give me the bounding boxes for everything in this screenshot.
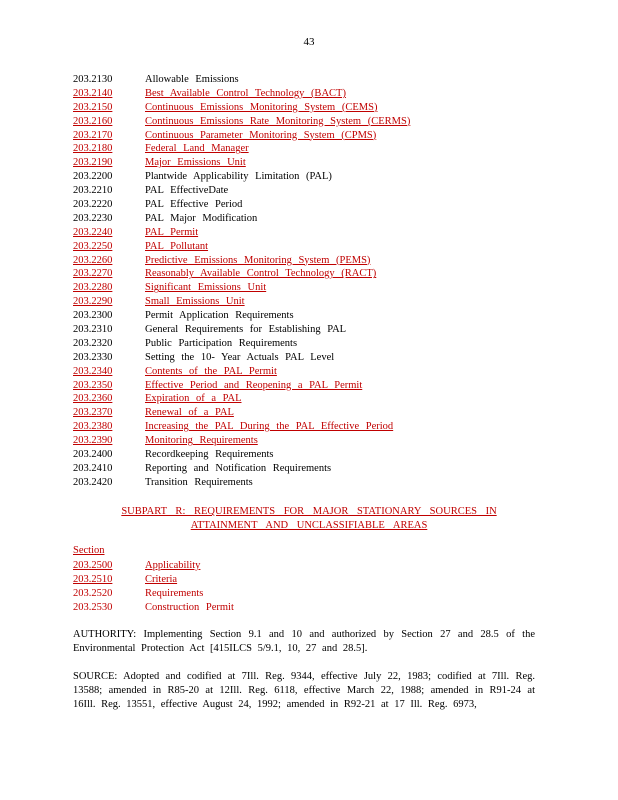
section-title: PAL Pollutant — [145, 240, 209, 252]
section-title: Transition Requirements — [145, 476, 253, 488]
section-title: Continuous Emissions Rate Monitoring System (CERMS) — [145, 115, 411, 127]
section-title: Construction Permit — [145, 601, 234, 613]
section-number: 203.2240 — [73, 226, 113, 238]
section-entry — [73, 462, 553, 476]
section-entry — [73, 379, 553, 393]
section-title: Continuous Emissions Monitoring System (CEMS) — [145, 101, 378, 113]
section-entry — [73, 392, 553, 406]
section-number: 203.2510 — [73, 573, 113, 585]
section-title: PAL Effective Period — [145, 199, 243, 211]
subpart-heading-line-2: ATTAINMENT AND UNCLASSIFIABLE AREAS — [190, 520, 428, 531]
section-entry — [73, 254, 553, 268]
section-title: Effective Period and Reopening a PAL Permit — [145, 379, 363, 391]
section-entry — [73, 129, 553, 143]
section-entry — [73, 184, 553, 198]
section-list — [73, 73, 553, 490]
section-title: Public Participation Requirements — [145, 337, 298, 349]
subpart-heading-line-1: SUBPART R: REQUIREMENTS FOR MAJOR STATIONARY SOURCES IN — [121, 506, 497, 517]
section-number: 203.2220 — [73, 199, 113, 211]
section-entry — [73, 240, 553, 254]
section-entry — [73, 281, 553, 295]
section-number: 203.2190 — [73, 157, 113, 169]
section-number: 203.2150 — [73, 101, 113, 113]
section-entry — [73, 73, 553, 87]
section-title: Significant Emissions Unit — [145, 282, 267, 294]
section-title: Expiration of a PAL — [145, 393, 242, 405]
section-entry — [73, 587, 553, 601]
section-number: 203.2340 — [73, 365, 113, 377]
section-title: Applicability — [145, 560, 201, 571]
section-title: PAL Major Modification — [145, 212, 258, 224]
section-title: Requirements — [145, 587, 204, 599]
section-title: Federal Land Manager — [145, 143, 249, 155]
section-number: 203.2300 — [73, 310, 113, 322]
section-entry — [73, 337, 553, 351]
section-number: 203.2140 — [73, 87, 113, 99]
section-title: PAL Permit — [145, 226, 199, 238]
section-entry — [73, 226, 553, 240]
section-number: 203.2350 — [73, 379, 113, 391]
section-number: 203.2420 — [73, 476, 113, 488]
section-entry — [73, 601, 553, 615]
section-entry — [73, 365, 553, 379]
section-entry — [73, 267, 553, 281]
section-title: Best Available Control Technology (BACT) — [145, 87, 346, 99]
section-title: General Requirements for Establishing PAL — [145, 324, 347, 336]
section-title: Major Emissions Unit — [145, 157, 246, 169]
section-title: Reporting and Notification Requirements — [145, 462, 332, 474]
section-entry — [73, 476, 553, 490]
section-title: Increasing the PAL During the PAL Effective Period — [145, 421, 394, 433]
section-number: 203.2160 — [73, 115, 113, 127]
section-number: 203.2280 — [73, 282, 113, 294]
section-number: 203.2530 — [73, 601, 113, 613]
section-entry — [73, 212, 553, 226]
section-entry — [73, 295, 553, 309]
section-title: Setting the 10- Year Actuals PAL Level — [145, 351, 335, 363]
section-entry — [73, 448, 553, 462]
authority-note: AUTHORITY: Implementing Section 9.1 and 10 and authorized by Section 27 and 28.5 of the Environmental Protection Act [415ILCS 5/9.1, 10, 27 and 28.5]. — [73, 629, 535, 654]
section-title: Predictive Emissions Monitoring System (PEMS) — [145, 254, 371, 266]
section-title: Allowable Emissions — [145, 74, 239, 85]
section-number: 203.2330 — [73, 351, 113, 363]
section-number: 203.2400 — [73, 449, 113, 461]
section-number: 203.2520 — [73, 587, 113, 599]
section-entry — [73, 406, 553, 420]
section-number: 203.2390 — [73, 435, 113, 447]
section-entry — [73, 434, 553, 448]
section-entry — [73, 101, 553, 115]
section-entry — [73, 351, 553, 365]
section-entry — [73, 156, 553, 170]
section-title: Monitoring Requirements — [145, 435, 258, 447]
section-number: 203.2380 — [73, 421, 113, 433]
section-entry — [73, 559, 553, 573]
section-title: Contents of the PAL Permit — [145, 365, 277, 377]
section-number: 203.2370 — [73, 407, 113, 419]
section-entry — [73, 198, 553, 212]
section-entry — [73, 170, 553, 184]
section-number: 203.2410 — [73, 462, 113, 474]
section-title: Permit Application Requirements — [145, 310, 294, 322]
section-entry — [73, 309, 553, 323]
section-number: 203.2270 — [73, 268, 113, 280]
section-title: Recordkeeping Requirements — [145, 449, 274, 461]
section-entry — [73, 420, 553, 434]
section-number: 203.2360 — [73, 393, 113, 405]
page-number: 43 — [303, 36, 315, 48]
section-number: 203.2130 — [73, 74, 113, 85]
section-number: 203.2200 — [73, 171, 113, 183]
section-number: 203.2230 — [73, 212, 113, 224]
section-entry — [73, 87, 553, 101]
section-entry — [73, 115, 553, 129]
section-label: Section — [73, 545, 105, 556]
section-number: 203.2250 — [73, 240, 113, 252]
section-number: 203.2180 — [73, 143, 113, 155]
section-number: 203.2290 — [73, 296, 113, 308]
section-number: 203.2320 — [73, 337, 113, 349]
section-title: Criteria — [145, 573, 178, 585]
subpart-section-list — [73, 559, 553, 615]
section-title: Small Emissions Unit — [145, 296, 245, 308]
section-number: 203.2500 — [73, 560, 113, 571]
section-number: 203.2260 — [73, 254, 113, 266]
section-number: 203.2310 — [73, 324, 113, 336]
source-note: SOURCE: Adopted and codified at 7Ill. Reg. 9344, effective July 22, 1983; codified at 7Ill. Reg. 13588; amended in R85-20 at 12Ill. Reg. 6118, effective March 22, 1988; amended in R91-24 at 16Ill. Reg. 13551, effective August 24, 1992; amended in R92-21 at 17 Ill. Reg. 6973, — [73, 671, 535, 710]
section-entry — [73, 142, 553, 156]
section-title: Renewal of a PAL — [145, 407, 234, 419]
section-title: PAL EffectiveDate — [145, 185, 229, 197]
section-entry — [73, 573, 553, 587]
section-title: Continuous Parameter Monitoring System (CPMS) — [145, 129, 377, 141]
section-title: Plantwide Applicability Limitation (PAL) — [145, 171, 332, 183]
section-title: Reasonably Available Control Technology (RACT) — [145, 268, 377, 280]
section-number: 203.2210 — [73, 185, 113, 197]
subpart-heading — [74, 505, 544, 533]
section-number: 203.2170 — [73, 129, 113, 141]
section-entry — [73, 323, 553, 337]
